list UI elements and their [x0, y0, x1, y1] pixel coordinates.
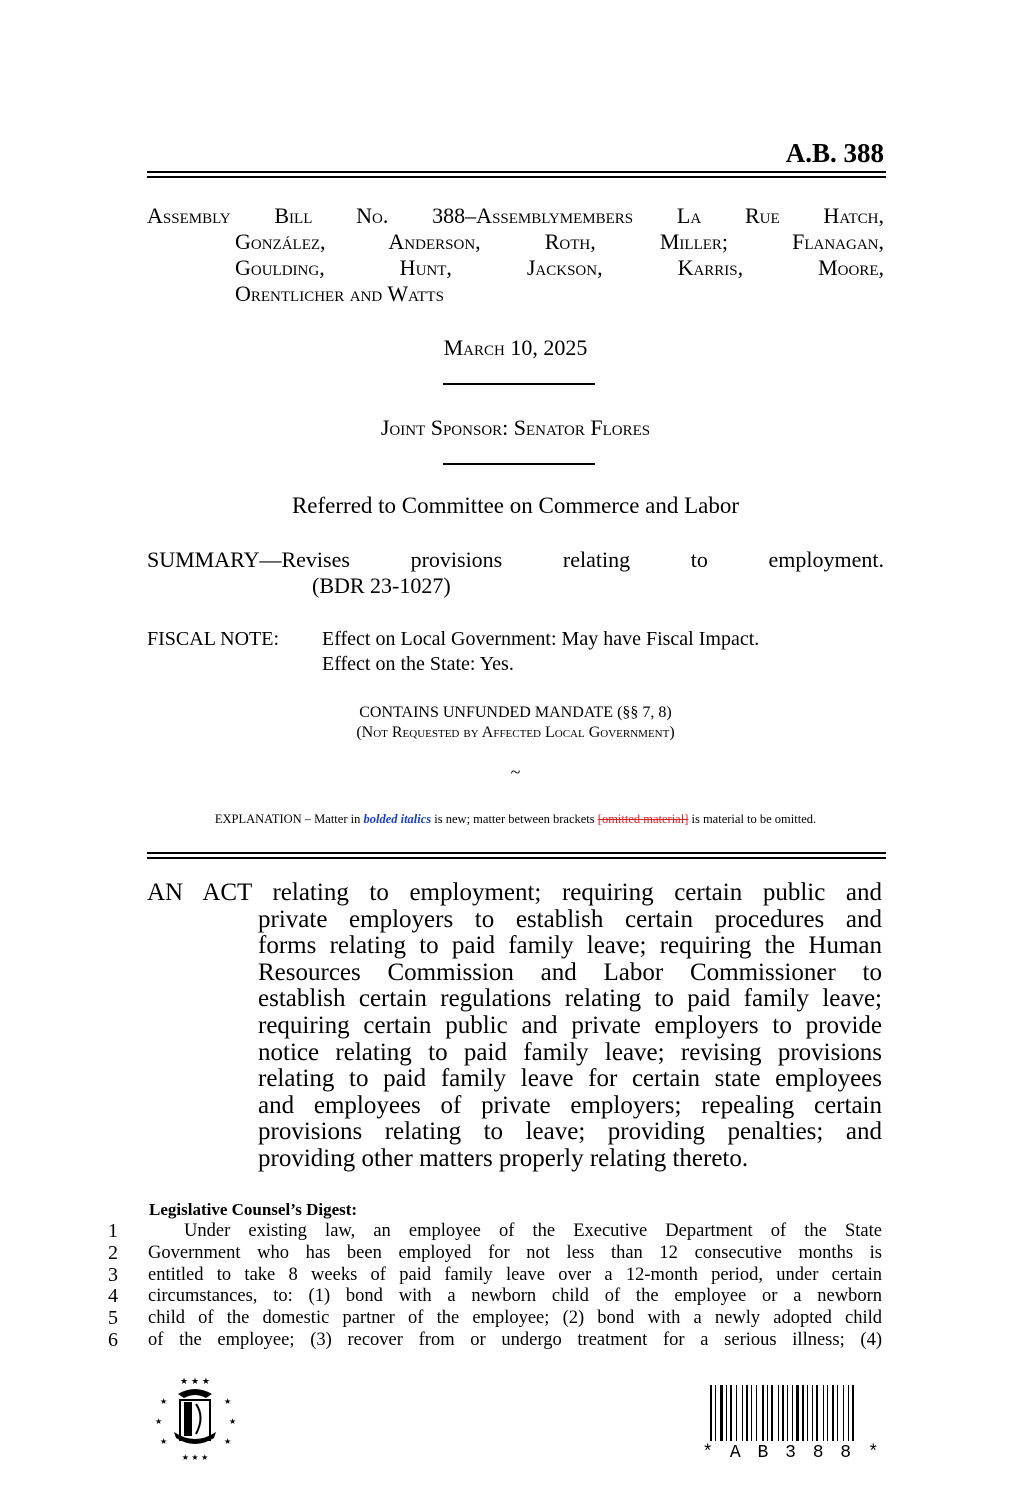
heading-line: Goulding, Hunt, Jackson, Karris, Moore,	[235, 255, 884, 280]
act-line: requiring certain public and private employers to provide	[258, 1011, 882, 1039]
act-line: private employers to establish certain procedures and	[258, 905, 882, 933]
unfunded-mandate	[147, 703, 884, 743]
digest-line	[108, 1330, 882, 1352]
fiscal-local: Effect on Local Government: May have Fiscal Impact.	[322, 628, 760, 650]
top-rule-2	[147, 176, 886, 178]
barcode-bar	[852, 1385, 854, 1441]
digest-line	[108, 1265, 882, 1287]
heading-line: Assembly Bill No. 388–Assemblymembers La Rue Hatch,	[147, 203, 884, 228]
act-line: providing other matters properly relating thereto.	[258, 1144, 749, 1172]
digest-text: Government who has been employed for not less than 12 consecutive months is	[148, 1242, 882, 1263]
barcode-bar	[787, 1385, 788, 1441]
top-rule-1	[147, 171, 886, 173]
heading-line: Orentlicher and Watts	[235, 281, 444, 306]
barcode-bar	[715, 1385, 716, 1441]
summary	[147, 547, 884, 599]
barcode-bar	[710, 1385, 712, 1441]
svg-text:★: ★	[160, 1397, 168, 1406]
barcode-bar	[746, 1385, 748, 1441]
fiscal-note	[147, 627, 884, 677]
barcode-text: * A B 3 8 8 *	[702, 1443, 882, 1463]
bill-date: March 10, 2025	[443, 335, 588, 360]
digest-text: of the employee; (3) recover from or undergo treatment for a serious illness; (4)	[148, 1329, 882, 1350]
svg-text:★: ★	[224, 1437, 232, 1446]
summary-word: employment.	[768, 547, 884, 572]
svg-text:★: ★	[229, 1417, 237, 1426]
svg-text:★ ★ ★: ★ ★ ★	[180, 1377, 210, 1387]
digest-text: circumstances, to: (1) bond with a newborn child of the employee or a newborn	[148, 1286, 882, 1307]
barcode-bar	[778, 1385, 779, 1441]
barcode-bar	[827, 1385, 828, 1441]
digest-line	[108, 1221, 882, 1243]
explanation-prefix: EXPLANATION – Matter in	[214, 812, 361, 826]
digest-text: child of the domestic partner of the employee; (2) bond with a newly adopted child	[148, 1308, 882, 1329]
section-rule-1	[147, 852, 886, 854]
barcode-bar	[807, 1385, 808, 1441]
barcode-bar	[742, 1385, 743, 1441]
line-number: 6	[108, 1328, 118, 1351]
barcode-bar	[816, 1385, 818, 1441]
act-title	[147, 880, 882, 1173]
barcode-bar	[730, 1385, 732, 1441]
svg-text:★: ★	[160, 1437, 168, 1446]
bill-number: A.B. 388	[785, 138, 884, 168]
act-line: establish certain regulations relating to paid family leave;	[258, 985, 882, 1013]
fiscal-note-label: FISCAL NOTE:	[147, 628, 280, 650]
summary-word: to	[690, 547, 708, 572]
barcode-bar	[802, 1385, 804, 1441]
barcode-icon	[710, 1385, 880, 1441]
barcode-bar	[792, 1385, 793, 1441]
barcode-bar	[762, 1385, 764, 1441]
svg-text:★: ★	[155, 1417, 163, 1426]
line-number: 4	[108, 1285, 118, 1308]
barcode-bar	[726, 1385, 727, 1441]
explanation-suffix: is material to be omitted.	[691, 812, 817, 826]
summary-bdr: (BDR 23-1027)	[312, 573, 451, 598]
summary-word: relating	[562, 547, 631, 572]
bill-heading	[147, 203, 884, 307]
divider	[443, 383, 595, 385]
mandate-line: (Not Requested by Affected Local Government)	[356, 724, 675, 741]
svg-text:★ ★ ★: ★ ★ ★	[181, 1453, 209, 1462]
explanation-omitted-example: [omitted material]	[597, 812, 689, 826]
barcode-bar	[736, 1385, 737, 1441]
barcode-bar	[848, 1385, 849, 1441]
barcode-bar	[771, 1385, 773, 1441]
barcode-bar	[796, 1385, 799, 1441]
digest-line	[108, 1308, 882, 1330]
act-line: provisions relating to leave; providing penalties; and	[258, 1118, 882, 1146]
digest-line	[108, 1243, 882, 1265]
barcode-bar	[756, 1385, 757, 1441]
act-line: Resources Commission and Labor Commissioner to	[258, 958, 882, 986]
tilde-separator: ~	[510, 762, 521, 782]
barcode-bar	[837, 1385, 838, 1441]
heading-line: González, Anderson, Roth, Miller; Flanagan,	[235, 229, 884, 254]
mandate-line: CONTAINS UNFUNDED MANDATE (§§ 7, 8)	[359, 704, 672, 721]
act-line: notice relating to paid family leave; revising provisions	[258, 1038, 882, 1066]
digest-body	[108, 1221, 882, 1352]
summary-word: SUMMARY—Revises	[147, 547, 350, 572]
fiscal-state: Effect on the State: Yes.	[322, 653, 514, 675]
barcode-bar	[767, 1385, 768, 1441]
line-number: 5	[108, 1307, 118, 1330]
act-line: forms relating to paid family leave; requiring the Human	[258, 932, 882, 960]
summary-word: provisions	[410, 547, 503, 572]
joint-sponsor: Joint Sponsor: Senator Flores	[380, 415, 651, 440]
line-number: 2	[108, 1241, 118, 1264]
digest-line	[108, 1286, 882, 1308]
act-line: and employees of private employers; repealing certain	[258, 1091, 882, 1119]
digest-text: entitled to take 8 weeks of paid family leave over a 12-month period, under certain	[148, 1264, 882, 1285]
svg-text:★: ★	[224, 1397, 232, 1406]
act-line: relating to paid family leave for certain state employees	[258, 1065, 882, 1093]
barcode-bar	[812, 1385, 813, 1441]
section-rule-2	[147, 857, 886, 859]
explanation-middle: is new; matter between brackets	[434, 812, 595, 826]
explanation-new-example: bolded italics	[363, 812, 432, 826]
barcode-bar	[832, 1385, 834, 1441]
state-seal-icon	[150, 1372, 240, 1462]
divider	[443, 463, 595, 465]
barcode-bar	[720, 1385, 723, 1441]
committee-referral: Referred to Committee on Commerce and Labor	[291, 493, 740, 518]
line-number: 3	[108, 1263, 118, 1286]
explanation	[147, 812, 884, 827]
digest-title: Legislative Counsel’s Digest:	[149, 1200, 358, 1219]
act-line: AN ACT relating to employment; requiring certain public and	[147, 879, 882, 906]
barcode-bar	[823, 1385, 824, 1441]
barcode-bar	[843, 1385, 844, 1441]
barcode-bar	[782, 1385, 784, 1441]
barcode-bar	[751, 1385, 752, 1441]
line-number: 1	[108, 1220, 118, 1242]
digest-text: Under existing law, an employee of the Executive Department of the State	[184, 1221, 882, 1241]
